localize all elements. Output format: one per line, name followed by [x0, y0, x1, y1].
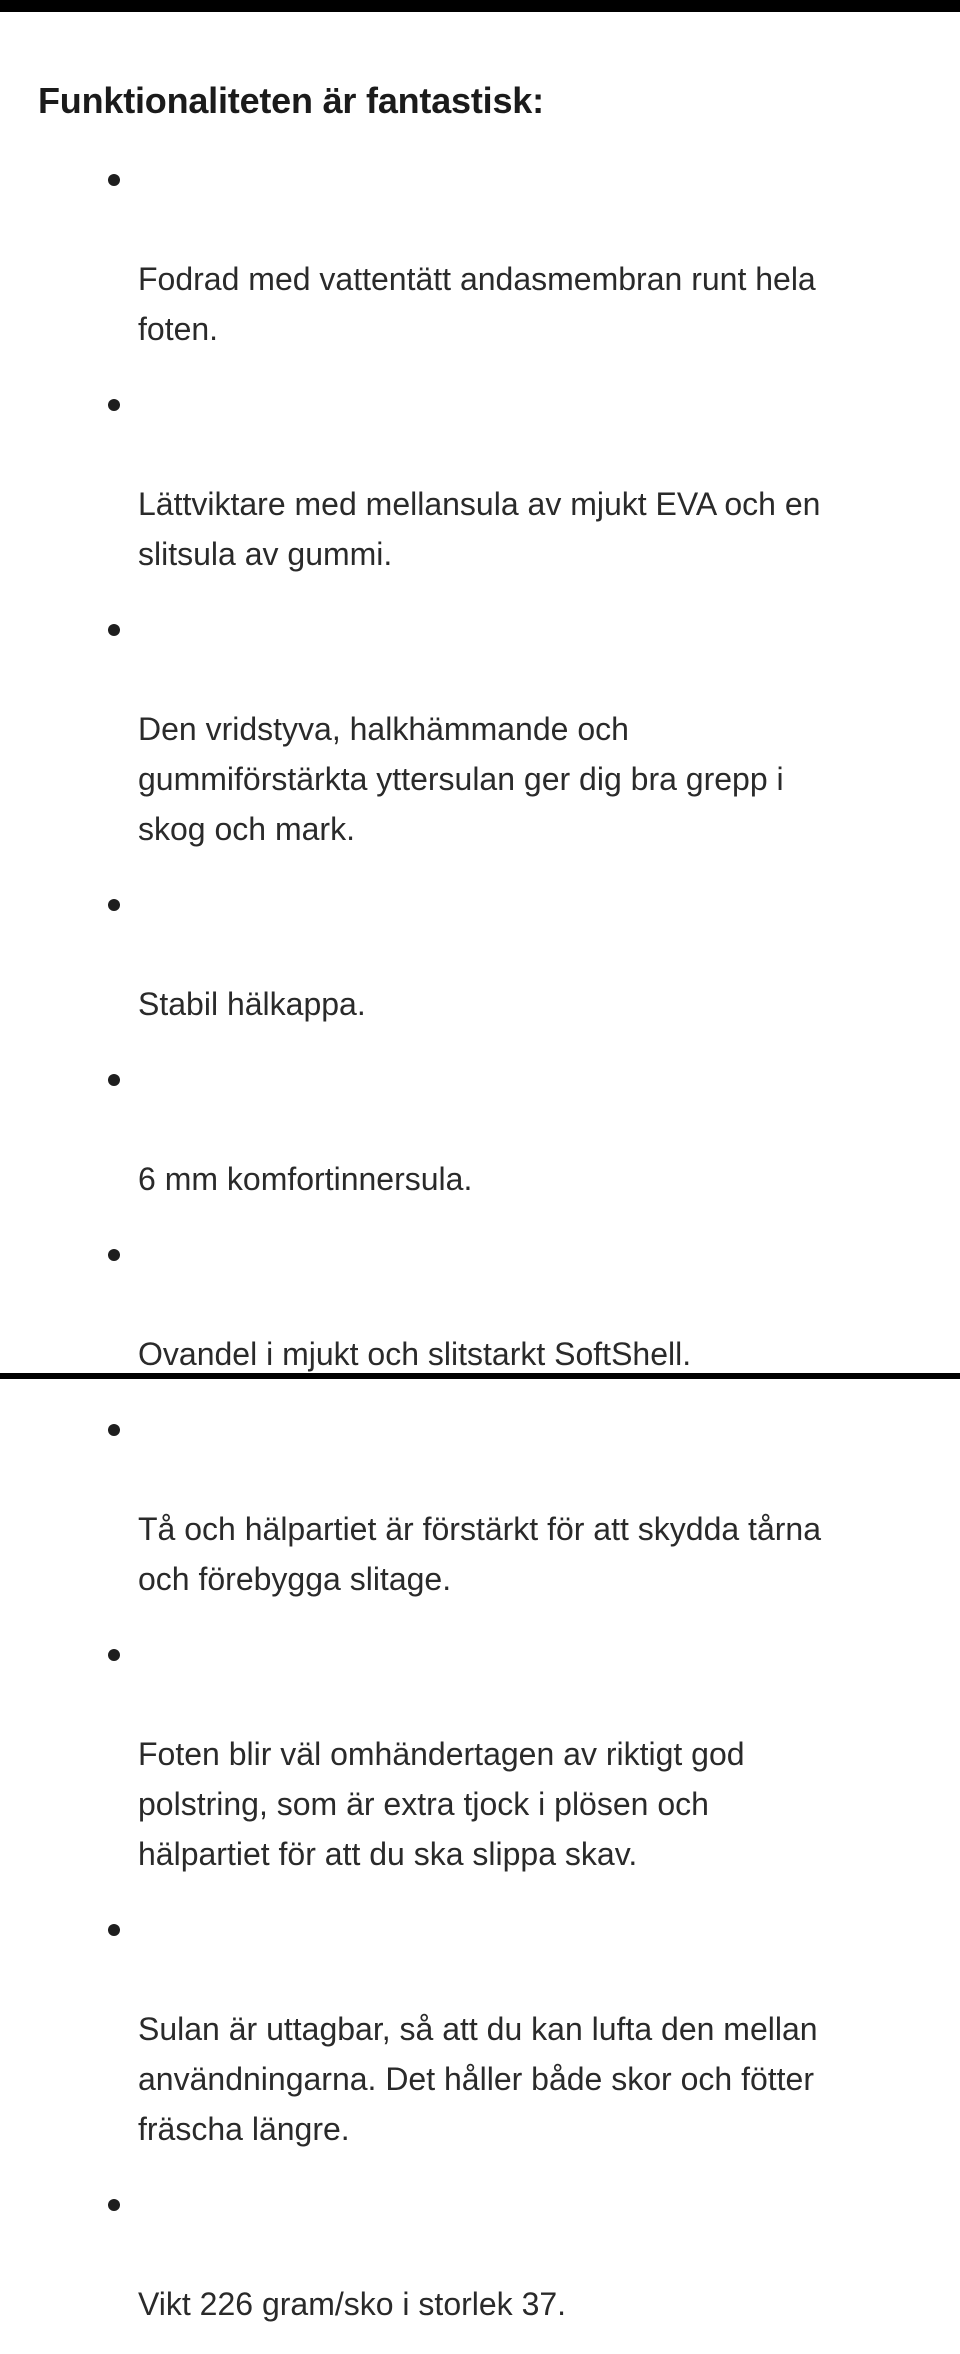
feature-text: Sulan är uttagbar, så att du kan lufta den mellan användningarna. Det håller både skor och fötter fräscha längre. [138, 2011, 818, 2147]
bullet-icon [108, 399, 120, 411]
feature-item [0, 1404, 898, 1604]
feature-item [0, 379, 898, 579]
feature-list [0, 154, 960, 2354]
feature-text: Ovandel i mjukt och slitstarkt SoftShell. [138, 1336, 692, 1372]
bullet-icon [108, 1649, 120, 1661]
section-heading: Funktionaliteten är fantastisk: [38, 80, 544, 121]
feature-item [0, 1229, 898, 1379]
feature-item [0, 604, 898, 854]
feature-text: 6 mm komfortinnersula. [138, 1161, 473, 1197]
feature-text: Lättviktare med mellansula av mjukt EVA och en slitsula av gummi. [138, 486, 821, 572]
feature-text: Foten blir väl omhändertagen av riktigt god polstring, som är extra tjock i plösen och hälpartiet för att du ska slippa skav. [138, 1736, 745, 1872]
feature-text: Stabil hälkappa. [138, 986, 366, 1022]
feature-text: Den vridstyva, halkhämmande och gummiförstärkta yttersulan ger dig bra grepp i skog och mark. [138, 711, 784, 847]
feature-item [0, 2179, 898, 2329]
feature-text: Fodrad med vattentätt andasmembran runt hela foten. [138, 261, 816, 347]
bullet-icon [108, 174, 120, 186]
feature-item [0, 1054, 898, 1204]
bullet-icon [108, 1924, 120, 1936]
feature-item [0, 1904, 898, 2154]
bullet-icon [108, 1074, 120, 1086]
feature-item [0, 1629, 898, 1879]
feature-item [0, 879, 898, 1029]
feature-text: Vikt 226 gram/sko i storlek 37. [138, 2286, 567, 2322]
bullet-icon [108, 1424, 120, 1436]
bullet-icon [108, 899, 120, 911]
feature-item [0, 154, 898, 354]
bullet-icon [108, 624, 120, 636]
bottom-edge-bar [0, 1373, 960, 1379]
bullet-icon [108, 2199, 120, 2211]
feature-text: Tå och hälpartiet är förstärkt för att skydda tårna och förebygga slitage. [138, 1511, 821, 1597]
bullet-icon [108, 1249, 120, 1261]
top-edge-bar [0, 0, 960, 12]
